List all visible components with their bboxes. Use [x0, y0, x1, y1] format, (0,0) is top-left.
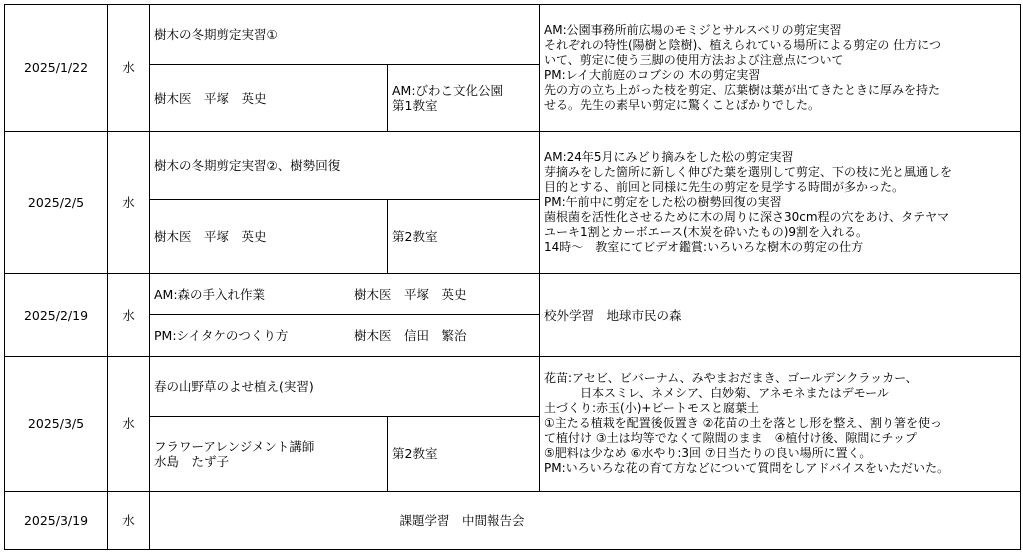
- note-line: 14時～ 教室にてビデオ鑑賞:いろいろな樹木の剪定の仕方: [544, 240, 864, 255]
- date-cell: 2025/2/19: [5, 274, 108, 356]
- schedule-row: [5, 5, 1021, 65]
- note-line: 菌根菌を活性化させるために木の周りに深さ30cm程の穴をあけ、タテヤマ: [544, 210, 950, 225]
- note-line: 先の方の立ち上がった枝を剪定、広葉樹は葉が出てきたときに厚みを持た: [544, 82, 941, 97]
- schedule-row: [5, 274, 1021, 314]
- note-line: AM:24年5月にみどり摘みをした松の剪定実習: [544, 150, 794, 165]
- notes-cell: [540, 5, 1021, 132]
- place-line: 第1教室: [392, 98, 438, 113]
- pm-topic: PM:シイタケのつくり方: [154, 327, 289, 343]
- note-line: ユーキ1割とカーボエース(木炭を砕いたもの)9割を入れる。: [544, 225, 869, 240]
- am-teacher: 樹木医 平塚 英史: [354, 286, 467, 302]
- note-line: 日本スミレ、ネメシア、白妙菊、アネモネまたはデモール: [544, 386, 889, 401]
- course-title: 樹木の冬期剪定実習②、樹勢回復: [150, 131, 540, 199]
- date-cell: 2025/1/22: [5, 5, 108, 132]
- schedule-table: [4, 4, 1021, 550]
- note-line: PM:いろいろな花の育て方などについて質問をしアドバイスをいただいた。: [544, 461, 950, 476]
- instructor-cell: 樹木医 平塚 英史: [150, 200, 388, 274]
- weekday-cell: 水: [108, 491, 150, 549]
- note-line: AM:公園事務所前広場のモミジとサルスベリの剪定実習: [544, 22, 842, 37]
- notes-cell: [540, 131, 1021, 274]
- notes-cell: 校外学習 地球市民の森: [540, 274, 1021, 356]
- schedule-row: [5, 356, 1021, 416]
- note-line: ⑤肥料は少なめ ⑥水やり:3回 ⑦日当たりの良い場所に置く。: [544, 446, 872, 461]
- note-line: それぞれの特性(陽樹と陰樹)、植えられている場所による剪定の 仕方につ: [544, 37, 941, 52]
- note-line: ①主たる植栽を配置後仮置き ②花苗の土を落とし形を整え、割り箸を使っ: [544, 416, 943, 431]
- note-line: て植付け ③土は均等でなくて隙間のまま ④植付け後、隙間にチップ: [544, 431, 917, 446]
- note-line: いて、剪定に使う三脚の使用方法および注意点について: [544, 52, 844, 67]
- note-line: 目的とする、前回と同様に先生の剪定を見学する時間が多かった。: [544, 180, 905, 195]
- note-line: PM:午前中に剪定をした松の樹勢回復の実習: [544, 195, 782, 210]
- weekday-cell: 水: [108, 274, 150, 356]
- pm-session-cell: [150, 314, 540, 356]
- date-cell: 2025/3/5: [5, 356, 108, 491]
- instructor-cell: 樹木医 平塚 英史: [150, 65, 388, 131]
- instructor-line: 水島 たず子: [154, 453, 230, 469]
- schedule-row: [5, 131, 1021, 199]
- place-cell: [388, 200, 540, 274]
- instructor-cell: [150, 417, 388, 491]
- weekday-cell: 水: [108, 131, 150, 274]
- date-cell: 2025/2/5: [5, 131, 108, 274]
- note-line: 花苗:アセビ、ビバーナム、みやまおだまき、ゴールデンクラッカー、: [544, 371, 918, 386]
- date-cell: 2025/3/19: [5, 491, 108, 549]
- place-cell: [388, 65, 540, 131]
- notes-cell: [540, 356, 1021, 491]
- weekday-cell: 水: [108, 356, 150, 491]
- note-line: 芽摘みをした箇所に新しく伸びた葉を選別して剪定、下の枝に光と風通しを: [544, 165, 953, 180]
- am-topic: AM:森の手入れ作業: [154, 286, 266, 302]
- note-line: PM:レイ大前庭のコブシの 木の剪定実習: [544, 67, 761, 82]
- course-title: 樹木の冬期剪定実習①: [150, 5, 540, 65]
- am-session-cell: [150, 274, 540, 314]
- course-title: 春の山野草のよせ植え(実習): [150, 356, 540, 416]
- note-line: せる。先生の素早い剪定に驚くことばかりでした。: [544, 97, 821, 112]
- course-title: 課題学習 中間報告会: [150, 491, 1021, 549]
- pm-teacher: 樹木医 信田 繁治: [354, 327, 467, 343]
- instructor-line: フラワーアレンジメント講師: [154, 438, 315, 454]
- place-line: 第2教室: [392, 446, 438, 462]
- place-line: 第2教室: [392, 229, 438, 245]
- schedule-row: [5, 491, 1021, 549]
- weekday-cell: 水: [108, 5, 150, 132]
- place-cell: [388, 417, 540, 491]
- place-line: AM:びわこ文化公園: [392, 83, 504, 98]
- note-line: 土づくり:赤玉(小)+ビートモスと腐葉土: [544, 401, 759, 416]
